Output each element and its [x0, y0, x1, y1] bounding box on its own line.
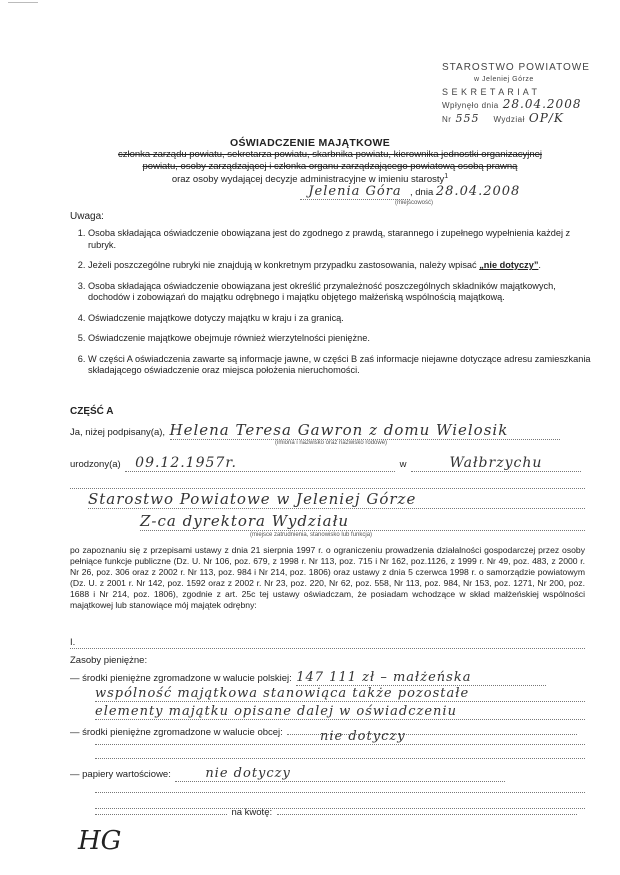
pln-line-3: elementy majątku opisane dalej w oświadczeniu	[95, 704, 585, 720]
born-label: urodzony(a)	[70, 459, 121, 470]
subtitle-text: oraz osoby wydającej decyzje administracyjne w imieniu starosty	[171, 174, 445, 186]
stamp-number: 555	[455, 112, 480, 125]
dnia-label: , dnia	[410, 187, 434, 198]
birth-row	[70, 454, 585, 472]
note-item: 3. Osoba składająca oświadczenie obowiązana jest określić przynależność poszczególnych składników majątkowych, dochodów i zobowiązań do majątku odrębnego i majątku objętego małżeńską wspólnością majątkową.	[88, 281, 598, 304]
dotted-line	[277, 805, 577, 815]
name-row	[70, 421, 585, 446]
section-roman: I.	[70, 637, 76, 648]
notes-heading: Uwaga:	[70, 211, 104, 222]
pln-dash: —	[70, 673, 83, 684]
amount-row	[95, 802, 585, 820]
pln-row	[70, 668, 585, 686]
foreign-value: nie dotyczy	[320, 729, 406, 744]
foreign-dash: —	[70, 727, 83, 738]
note-item: 5. Oświadczenie majątkowe obejmuje również wierzytelności pieniężne.	[88, 333, 598, 345]
stamp-division-label: Wydział	[493, 115, 525, 124]
subtitle-footnote: 1	[444, 173, 449, 180]
resources-heading: Zasoby pieniężne:	[70, 655, 148, 666]
pln-label: środki pieniężne zgromadzone w walucie polskiej:	[82, 673, 292, 684]
note-item-text: Jeżeli poszczególne rubryki nie znajdują w konkretnym przypadku zastosowania, należy wpisać	[88, 260, 477, 270]
amount-label: na kwotę:	[231, 807, 273, 818]
place-caption: (miejscowość)	[395, 200, 434, 206]
stamp-dept: S E K R E T A R I A T	[442, 87, 538, 97]
note-item-end: .	[538, 260, 541, 270]
born-place: Wałbrzychu	[411, 455, 581, 472]
scan-mark	[8, 2, 38, 11]
stamp-office: STAROSTWO POWIATOWE	[442, 62, 590, 73]
dotted-line	[70, 640, 585, 649]
note-item: 4. Oświadczenie majątkowe dotyczy majątku w kraju i za granicą.	[88, 313, 598, 325]
note-item-emphasis: „nie dotyczy”	[479, 260, 539, 270]
pln-value: 147 111 zł – małżeńska	[296, 670, 546, 686]
part-a-heading: CZĘŚĆ A	[70, 406, 114, 417]
securities-value: nie dotyczy	[175, 766, 505, 782]
place-value: Jelenia Góra	[300, 184, 410, 200]
document-title: OŚWIADCZENIE MAJĄTKOWE	[229, 137, 390, 149]
note-item: 6. W części A oświadczenia zawarte są informacje jawne, w części B zaś informacje niejawne dotyczące adresu zamieszkania składającego oświadczenie oraz miejsca położenia nieruchomości.	[88, 354, 598, 377]
dotted-line	[95, 746, 585, 759]
name-value: Helena Teresa Gawron z domu Wielosik	[170, 421, 560, 440]
stamp-city: w Jeleniej Górze	[474, 76, 534, 83]
struck-line-2: powiatu, osoby zarządzającej i członka organu zarządzającego powiatową osobą prawną	[142, 161, 518, 172]
employer-line-1: Starostwo Powiatowe w Jeleniej Górze	[88, 490, 585, 509]
registry-stamp	[442, 62, 612, 126]
foreign-answer-line	[95, 730, 585, 745]
securities-label: papiery wartościowe:	[82, 769, 171, 780]
name-caption: (imiona i nazwisko oraz nazwisko rodowe)	[275, 440, 388, 446]
dotted-line	[95, 780, 585, 793]
securities-dash: —	[70, 769, 83, 780]
pln-line-2: wspólność majątkowa stanowiąca także pozostałe	[95, 686, 585, 702]
stamp-received-date: 28.04.2008	[502, 97, 582, 111]
employer-line-2: Z-ca dyrektora Wydziału	[140, 512, 585, 531]
struck-line-1: członka zarządu powiatu, sekretarza powiatu, skarbnika powiatu, kierownika jednostki organizacyjnej	[117, 149, 543, 160]
place-date	[300, 184, 620, 206]
born-date: 09.12.1957r.	[125, 455, 395, 472]
foreign-label: środki pieniężne zgromadzone w walucie obcej:	[82, 727, 283, 738]
name-label: Ja, niżej podpisany(a),	[70, 427, 166, 438]
initials-signature: HG	[78, 826, 122, 856]
stamp-number-label: Nr	[442, 115, 452, 124]
in-label: w	[399, 459, 407, 470]
stamp-division: OP/K	[528, 111, 564, 125]
stamp-received-label: Wpłynęło dnia	[442, 101, 499, 110]
dotted-line	[70, 476, 585, 489]
note-item	[88, 260, 598, 272]
dotted-line	[95, 805, 227, 815]
note-item: 1. Osoba składająca oświadczenie obowiązana jest do zgodnego z prawdą, starannego i zupełnego wypełnienia każdej z rubryk.	[88, 228, 598, 251]
legal-text: po zapoznaniu się z przepisami ustawy z dnia 21 sierpnia 1997 r. o ograniczeniu prowadzenia działalności gospodarczej przez osoby pełniące funkcje publiczne (Dz. U. Nr 106, poz. 679, z 1998 r. Nr 113, poz. 715 i Nr 162, poz.1126, z 1999 r. Nr 49, poz. 483, z 2000 r. Nr 26, poz. 306 oraz z 2002 r. Nr 113, poz. 984 i Nr 214, poz. 1806) oraz ustawy z dnia 5 czerwca 1998 r. o samorządzie powiatowym (Dz. U. z 2001 r. Nr 142, poz. 1592 oraz z 2002 r. Nr 23, poz. 220, Nr 62, poz. 558, Nr 113, poz. 984, Nr 153, poz. 1271, Nr 200, poz. 1688 i Nr 214, poz. 1806), zgodnie z art. 25c tej ustawy oświadczam, że posiadam wchodzące w skład małżeńskiej wspólności majątkowej lub stanowiące mój majątek odrębny:	[70, 545, 585, 610]
employer-caption: (miejsce zatrudnienia, stanowisko lub funkcja)	[250, 532, 373, 538]
notes-list	[68, 228, 598, 386]
date-value: 28.04.2008	[435, 184, 521, 199]
